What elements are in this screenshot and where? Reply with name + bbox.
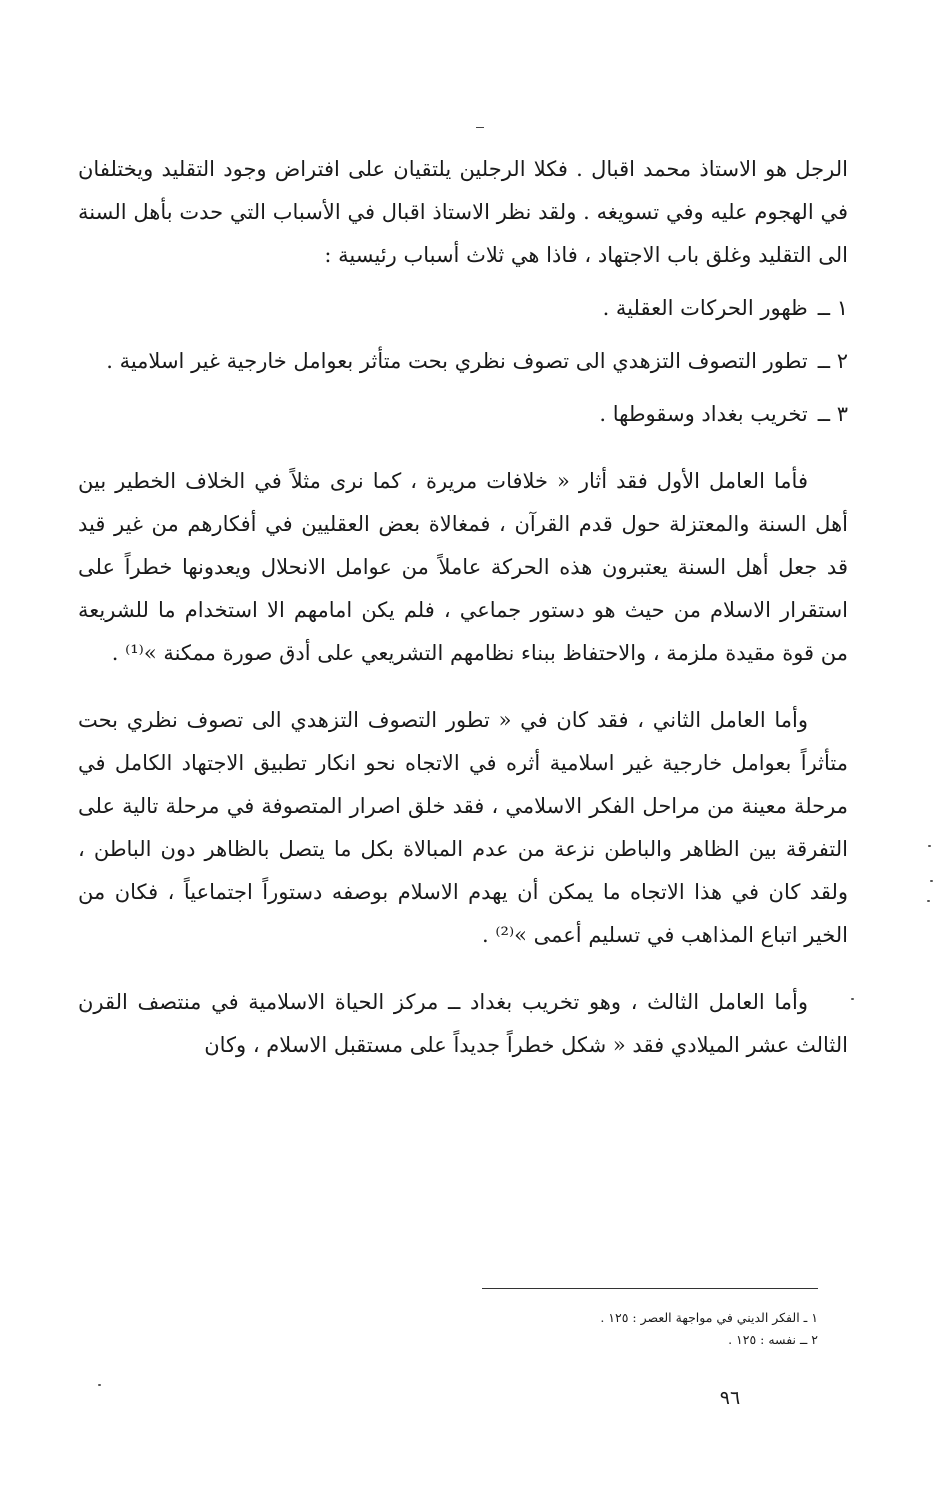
paragraph-2: فأما العامل الأول فقد أثار « خلافات مريرة ، كما نرى مثلاً في الخلاف الخطير بين أهل السنة والمعتزلة حول قدم القرآن ، فمغالاة بعض العقليين في أفكارهم من غير قيد قد جعل أهل السنة يعتبرون هذه الحركة عاملاً من عوامل الانحلال ويعدونها خطراً على استقرار الاسلام من حيث هو دستور جماعي ، فلم يكن امامهم الا استخدام ما للشريعة من قوة مقيدة ملزمة ، والاحتفاظ ببناء نظامهم التشريعي على أدق صورة ممكنة »⁽¹⁾ .	[78, 469, 848, 665]
list-item	[78, 393, 848, 436]
list-text: ظهور الحركات العقلية .	[602, 296, 808, 320]
scan-speck	[928, 845, 931, 847]
footnote-rule	[482, 1288, 818, 1289]
list-text: تطور التصوف التزهدي الى تصوف نظري بحت متأثر بعوامل خارجية غير اسلامية .	[106, 349, 808, 373]
list-item	[78, 340, 848, 383]
scan-speck	[98, 1384, 101, 1386]
paragraph-4: وأما العامل الثالث ، وهو تخريب بغداد ــ مركز الحياة الاسلامية في منتصف القرن الثالث عشر الميلادي فقد « شكل خطراً جديداً على مستقبل الاسلام ، وكان	[78, 990, 848, 1057]
footnote-1: ١ ـ الفكر الديني في مواجهة العصر : ١٢٥ .	[600, 1310, 818, 1325]
list-number: ٣ ــ	[817, 402, 848, 426]
list-number: ١ ــ	[817, 296, 848, 320]
scan-speck	[851, 998, 854, 1000]
body-text	[78, 148, 848, 1067]
paragraph-3: وأما العامل الثاني ، فقد كان في « تطور التصوف التزهدي الى تصوف نظري بحت متأثراً بعوامل خارجية غير اسلامية أثره في الاتجاه نحو انكار تطبيق الاجتهاد الكامل في مرحلة معينة من مراحل الفكر الاسلامي ، فقد خلق اصرار المتصوفة في مرحلة تالية على التفرقة بين الظاهر والباطن نزعة من عدم المبالاة بكل ما يتصل بالظاهر دون الباطن ، ولقد كان في هذا الاتجاه ما يمكن أن يهدم الاسلام بوصفه دستوراً اجتماعياً ، فكان من الخير اتباع المذاهب في تسليم أعمى »⁽²⁾ .	[78, 708, 848, 947]
scan-mark	[476, 127, 484, 128]
list-number: ٢ ــ	[817, 349, 848, 373]
list-text: تخريب بغداد وسقوطها .	[599, 402, 808, 426]
scan-speck	[930, 880, 933, 882]
paragraph-1: الرجل هو الاستاذ محمد اقبال . فكلا الرجلين يلتقيان على افتراض وجود التقليد ويختلفان في الهجوم عليه وفي تسويغه . ولقد نظر الاستاذ اقبال في الأسباب التي حدت بأهل السنة الى التقليد وغلق باب الاجتهاد ، فاذا هي ثلاث أسباب رئيسية :	[78, 157, 848, 267]
scan-speck	[927, 900, 930, 902]
footnote-2: ٢ ــ نفسه : ١٢٥ .	[728, 1332, 818, 1347]
page-number: ٩٦	[719, 1387, 741, 1409]
list-item	[78, 287, 848, 330]
footnotes	[482, 1288, 818, 1351]
